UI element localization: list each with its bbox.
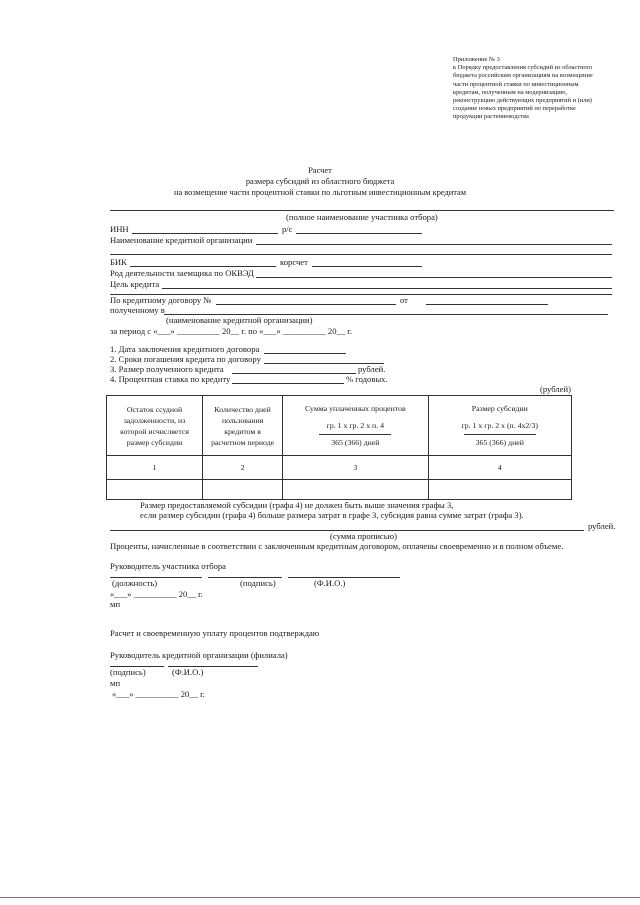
appendix-line: Приложение № 3 [453, 56, 500, 63]
participant-name-line[interactable] [110, 210, 614, 211]
item-3-label: 3. Размер полученного кредита [110, 364, 224, 374]
received-in-label: полученному в [110, 305, 165, 315]
appendix-line: к Порядку предоставления субсидий из областного [453, 64, 593, 72]
item-3-field[interactable] [232, 373, 356, 374]
appendix-line: продукции растениеводства [453, 113, 529, 121]
scan-edge-line [0, 897, 640, 898]
table-cell[interactable] [428, 480, 571, 500]
item-3-unit: рублей. [358, 364, 386, 374]
signature-date-1: «___» __________ 20__ г. [110, 589, 203, 599]
contract-date-field[interactable] [426, 304, 548, 305]
table-cell[interactable] [107, 480, 203, 500]
korschet-label: корсчет [280, 257, 308, 267]
item-1-label: 1. Дата заключения кредитного договора [110, 344, 260, 354]
appendix-line: бюджета российским организациям на возмещение [453, 72, 593, 80]
position-caption: (должность) [112, 578, 158, 588]
signature-caption: (подпись) [240, 578, 276, 588]
rs-field[interactable] [296, 233, 422, 234]
okved-field[interactable] [256, 277, 612, 278]
inn-field[interactable] [132, 233, 278, 234]
korschet-field[interactable] [312, 266, 422, 267]
col-number: 3 [283, 456, 428, 480]
bank-name-field[interactable] [256, 244, 612, 245]
appendix-line: реконструкцию действующих предприятий и (или) [453, 97, 592, 105]
table-cell[interactable] [283, 480, 428, 500]
signature-date-2: «___» __________ 20__ г. [112, 689, 205, 699]
table-unit-label: (рублей) [540, 384, 571, 394]
rubles-label: рублей. [588, 521, 616, 531]
participant-caption: (полное наименование участника отбора) [286, 212, 438, 222]
item-1-field[interactable] [264, 353, 346, 354]
stamp-place-1: мп [110, 599, 121, 609]
contract-label: По кредитному договору № [110, 295, 212, 305]
bank-name-field-2[interactable] [110, 254, 612, 255]
bank-caption: (наименование кредитной организации) [166, 315, 313, 325]
subsidy-table [106, 395, 572, 500]
table-header-row [107, 396, 572, 456]
item-2-label: 2. Сроки погашения кредита по договору [110, 354, 261, 364]
header-cell-interest: Сумма уплаченных процентов $\frac{\text{гр. 1 х гр. 2 х п. 4}}{\text{365 (366) дней}}$ [283, 396, 428, 456]
title-line: на возмещение части процентной ставки по льготным инвестиционным кредитам [173, 188, 467, 197]
participant-head-label: Руководитель участника отбора [110, 561, 226, 571]
document-title [0, 165, 640, 198]
col-number: 2 [203, 456, 283, 480]
title-line: размера субсидий из областного бюджета [245, 177, 395, 186]
appendix-line: кредитам, полученным на модернизацию, [453, 88, 568, 96]
stamp-place-2: мп [110, 678, 121, 688]
fio-caption: (Ф.И.О.) [314, 578, 346, 588]
purpose-label: Цель кредита [110, 279, 160, 289]
bank-signature-caption: (подпись) [110, 667, 146, 677]
table-cell[interactable] [203, 480, 283, 500]
inn-label: ИНН [110, 224, 129, 234]
appendix-block [453, 56, 593, 122]
header-cell-balance: Остаток ссудной задолженности, из которой исчисляется размер субсидии [107, 396, 203, 456]
note-line-1: Размер предоставляемой субсидии (графа 4) не должен быть выше значения графы 3, [140, 500, 454, 510]
item-4-unit: % годовых. [346, 374, 388, 384]
confirmation-statement: Расчет и своевременную уплату процентов подтверждаю [110, 628, 320, 638]
header-cell-days: Количество дней пользования кредитом в расчетном периоде [203, 396, 283, 456]
item-4-field[interactable] [232, 383, 344, 384]
rs-label: р/с [282, 224, 293, 234]
bank-head-label: Руководитель кредитной организации (филиала) [110, 650, 288, 660]
note-line-2: если размер субсидии (графа 4) больше размера затрат в графе 3, субсидия равна сумме затрат (графа 3). [140, 510, 524, 520]
appendix-line: части процентной ставки по инвестиционным [453, 80, 579, 88]
title-line: Расчет [308, 166, 332, 175]
header-cell-subsidy: Размер субсидии $\frac{\text{гр. 1 х гр. 2 х (п. 4х2/3)}}{\text{365 (366) дней}}$ [428, 396, 571, 456]
appendix-line: создание новых предприятий по переработке [453, 105, 576, 113]
okved-label: Род деятельности заемщика по ОКВЭД [110, 268, 254, 278]
purpose-field[interactable] [162, 288, 612, 289]
item-4-label: 4. Процентная ставка по кредиту [110, 374, 231, 384]
bik-field[interactable] [130, 266, 276, 267]
table-row [107, 456, 572, 480]
bik-label: БИК [110, 257, 127, 267]
period-line: за период с «___» __________ 20__ г. по «___» __________ 20__ г. [110, 326, 352, 336]
col-number: 1 [107, 456, 203, 480]
interest-paid-statement: Проценты, начисленные в соответствии с заключенным кредитным договором, оплачены своевременно и в полном объеме. [110, 541, 564, 551]
bank-fio-caption: (Ф.И.О.) [172, 667, 204, 677]
contract-ot-label: от [400, 295, 408, 305]
contract-number-field[interactable] [216, 304, 396, 305]
sum-caption: (сумма прописью) [330, 531, 397, 541]
bank-name-label: Наименование кредитной организации [110, 235, 253, 245]
col-number: 4 [428, 456, 571, 480]
table-row[interactable] [107, 480, 572, 500]
